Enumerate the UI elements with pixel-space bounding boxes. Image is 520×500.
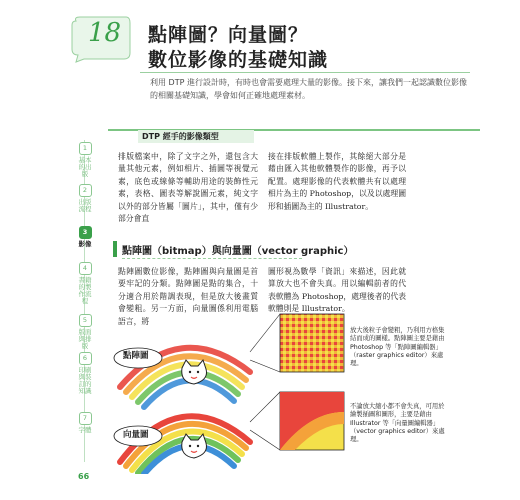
nav-label: 字體 [78, 426, 92, 434]
nav-number: 2 [79, 184, 92, 197]
nav-label: 版面與排版 [78, 328, 92, 350]
nav-item-2[interactable] [78, 184, 92, 213]
nav-label: 基本的出版 [78, 156, 92, 178]
page-number: 66 [78, 472, 90, 481]
nav-item-6[interactable] [78, 352, 92, 395]
section-paragraph-right: 接在排版軟體上製作，其餘絕大部分是藉由匯入其他軟體製作的影像，再予以配置。處理影像的代表軟體共有以處理相片為主的 Photoshop，以及以處理圖形和插圖為主的 Illustrator。 [268, 152, 406, 211]
intro-text: 利用 DTP 進行設計時，有時也會需要處理大量的影像。接下來，讓我們一起認識數位影像的相關基礎知識，學會如何正確地處理素材。 [150, 78, 467, 100]
nav-item-3-active[interactable] [78, 226, 92, 248]
nav-label: 印刷與裝訂的知識 [78, 366, 92, 395]
subsection-title: 點陣圖（bitmap）與向量圖（vector graphic） [122, 246, 354, 257]
section-title: DTP 經手的影像類型 [138, 130, 254, 143]
nav-item-1[interactable] [78, 142, 92, 178]
header-divider [140, 72, 470, 73]
subsection-paragraph-right: 圖形視為數學「資訊」來描述，因此就算放大也不會失真。用以編輯前者的代表軟體為 Photoshop，處理後者的代表軟體則是 Illustrator。 [268, 267, 406, 314]
subsection-paragraph-left: 點陣圖數位影像，點陣圖與向量圖是首要牢記的分類。點陣圖是點的集合，十分適合用於階調表現，但是放大後畫質會變粗。另一方面，向量圖係利用電腦語言，將 [118, 267, 258, 326]
bitmap-label: 點陣圖 [123, 351, 149, 361]
nav-number: 1 [79, 142, 92, 155]
chapter-number: 18 [88, 18, 122, 48]
nav-item-7[interactable] [78, 412, 92, 434]
vector-label: 向量圖 [123, 430, 149, 440]
nav-item-4[interactable] [78, 262, 92, 305]
vector-zoom-box [280, 392, 344, 450]
nav-label: 書籍的製作流程 [78, 276, 92, 305]
page-title-line2: 數位影像的基礎知識 [148, 49, 329, 71]
nav-number: 4 [79, 262, 92, 275]
bitmap-caption: 放大後粒子會變粗，乃利用方格集結而成的圖樣。點陣圖主要是藉由 Photoshop 等「點陣圖編輯器」（raster graphics editor）來處理。 [350, 327, 445, 368]
nav-label: 出版流程 [78, 198, 92, 213]
nav-number: 7 [79, 412, 92, 425]
subsection-divider [122, 258, 302, 260]
nav-label: 影像 [78, 240, 92, 248]
subsection-marker [113, 241, 117, 257]
section-paragraph-left: 排版檔案中，除了文字之外，還包含大量其他元素，例如相片、插圖等視覺元素，底色或線條等輔助用途的裝飾性元素，表格、圖表等解說圖元素，純文字以外的部分皆屬「圖片」，其中，僅有少部分會直 [118, 152, 258, 224]
nav-number: 5 [79, 314, 92, 327]
vector-caption: 不論放大縮小都不會失真，可用於繪製插圖和圖形，主要是藉由 Illustrator 等「向量圖編輯器」（vector graphics editor）來處理。 [350, 403, 445, 444]
page-title-line1: 點陣圖？向量圖？ [148, 24, 309, 46]
nav-number: 6 [79, 352, 92, 365]
nav-number: 3 [79, 226, 92, 239]
nav-item-5[interactable] [78, 314, 92, 350]
